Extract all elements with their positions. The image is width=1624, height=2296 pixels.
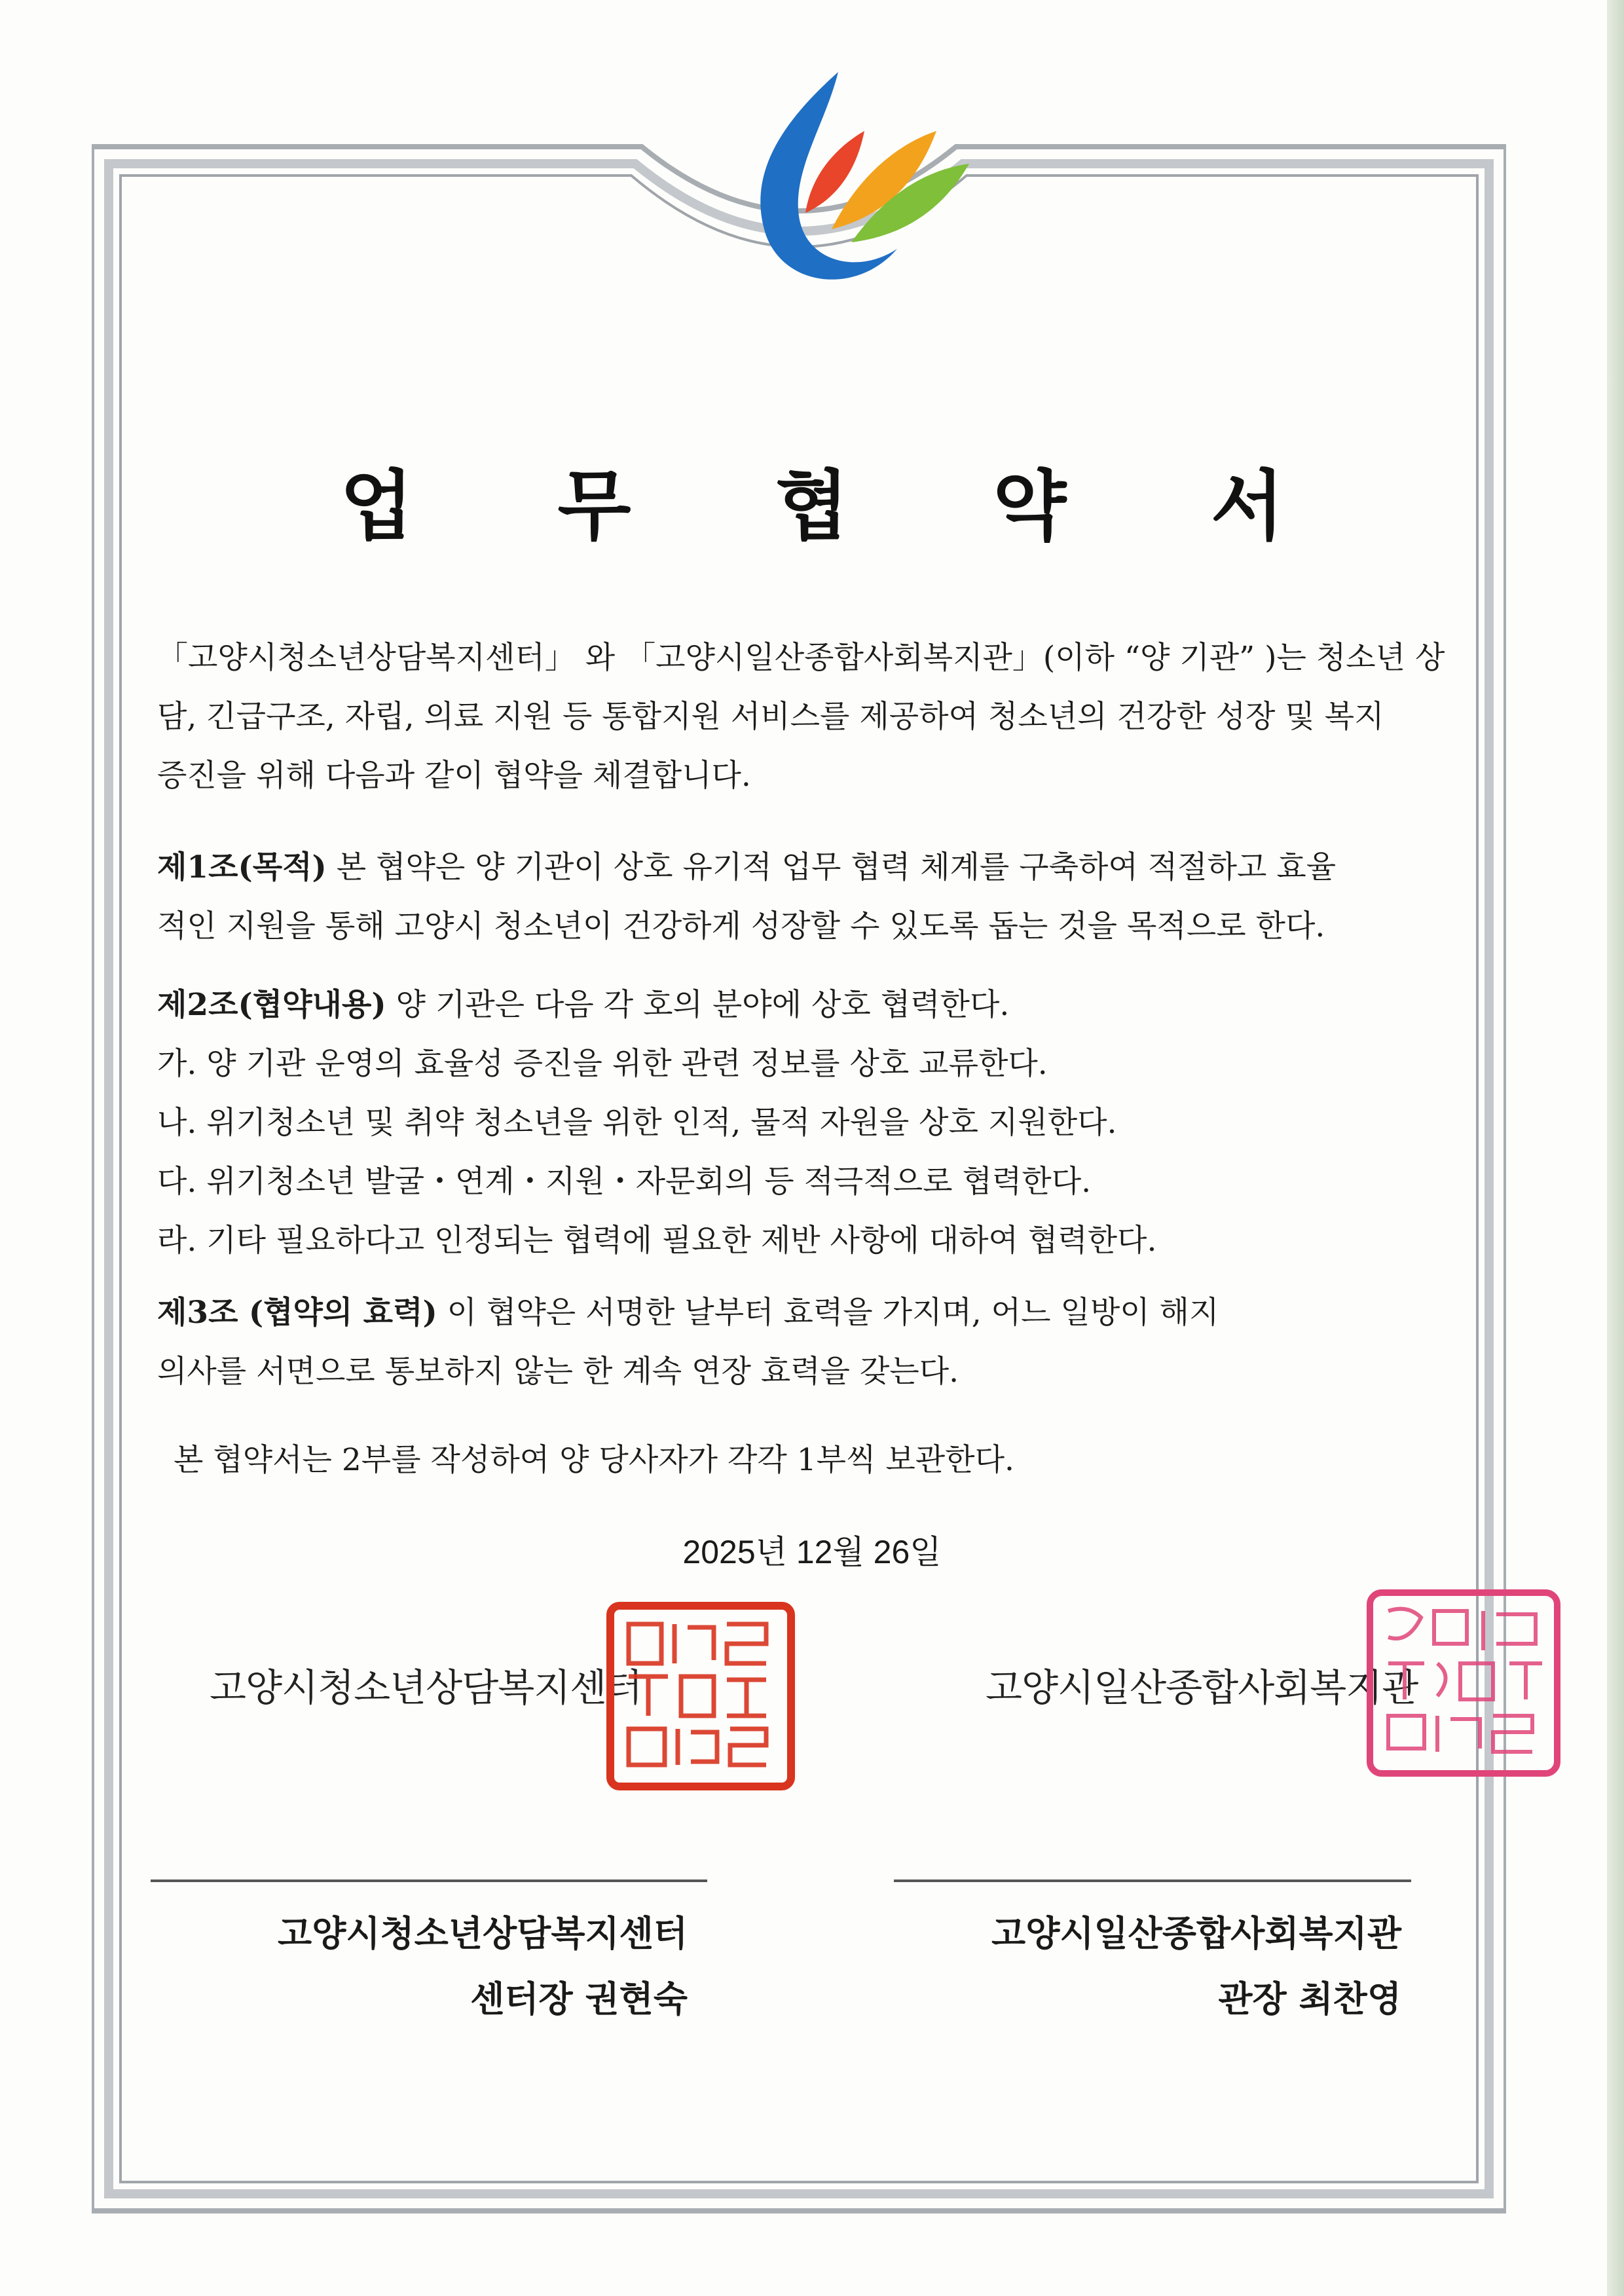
article-1-line-2: 적인 지원을 통해 고양시 청소년이 건강하게 성장할 수 있도록 돕는 것을 목적으로 한다.	[157, 908, 1325, 944]
left-signatory-org: 고양시청소년상담복지센터	[278, 1912, 688, 1954]
article-2-lead: 양 기관은 다음 각 호의 분야에 상호 협력한다.	[386, 987, 1010, 1023]
article-2-heading: 제2조(협약내용)	[157, 987, 386, 1023]
article-3-heading: 제3조 (협약의 효력)	[157, 1295, 437, 1331]
article-1	[157, 838, 1450, 956]
right-org-sign: 고양시일산종합사회복지관	[986, 1667, 1418, 1709]
article-3-line-2: 의사를 서면으로 통보하지 않는 한 계속 연장 효력을 갖는다.	[157, 1354, 959, 1390]
article-2-item: 나. 위기청소년 및 취약 청소년을 위한 인적, 물적 자원을 상호 지원한다.	[157, 1105, 1117, 1141]
article-3	[157, 1284, 1450, 1401]
article-2-lead-line	[157, 976, 1450, 1035]
closing-text: 본 협약서는 2부를 작성하여 양 당사자가 각각 1부씩 보관한다.	[174, 1442, 1014, 1478]
article-1-text: 본 협약은 양 기관이 상호 유기적 업무 협력 체계를 구축하여 적절하고 효율	[326, 849, 1337, 885]
closing-statement	[174, 1431, 1467, 1490]
article-3-line-1	[157, 1284, 1450, 1342]
right-signatory-org: 고양시일산종합사회복지관	[991, 1912, 1401, 1954]
document-title: 업 무 협 약 서	[340, 462, 1343, 551]
article-2-item: 가. 양 기관 운영의 효율성 증진을 위한 관련 정보를 상호 교류한다.	[157, 1046, 1048, 1082]
left-signatory-title: 센터장 권현숙	[470, 1978, 688, 2020]
right-signature-line	[894, 1879, 1411, 1882]
page-edge	[1607, 0, 1624, 2296]
left-official-seal	[602, 1598, 799, 1794]
left-org-sign: 고양시청소년상담복지센터	[210, 1667, 642, 1709]
right-signatory-title: 관장 최찬영	[1218, 1978, 1401, 2020]
intro-line: 증진을 위해 다음과 같이 협약을 체결합니다.	[157, 758, 751, 794]
right-official-seal	[1362, 1585, 1565, 1781]
intro-line: 「고양시청소년상담복지센터」 와 「고양시일산종합사회복지관」(이하 “양 기관” )는 청소년 상	[157, 640, 1445, 676]
article-2	[157, 976, 1450, 1270]
intro-line: 담, 긴급구조, 자립, 의료 지원 등 통합지원 서비스를 제공하여 청소년의 건강한 성장 및 복지	[157, 699, 1384, 735]
left-signature-line	[151, 1879, 707, 1882]
article-3-text: 이 협약은 서명한 날부터 효력을 가지며, 어느 일방이 해지	[437, 1295, 1219, 1331]
agreement-date: 2025년 12월 26일	[682, 1534, 942, 1570]
article-1-heading: 제1조(목적)	[157, 849, 327, 885]
article-2-item: 다. 위기청소년 발굴・연계・지원・자문회의 등 적극적으로 협력한다.	[157, 1164, 1092, 1200]
logo	[727, 65, 976, 308]
intro-paragraph	[157, 629, 1450, 805]
article-1-line-1	[157, 838, 1450, 897]
article-2-item: 라. 기타 필요하다고 인정되는 협력에 필요한 제반 사항에 대하여 협력한다.	[157, 1223, 1157, 1259]
